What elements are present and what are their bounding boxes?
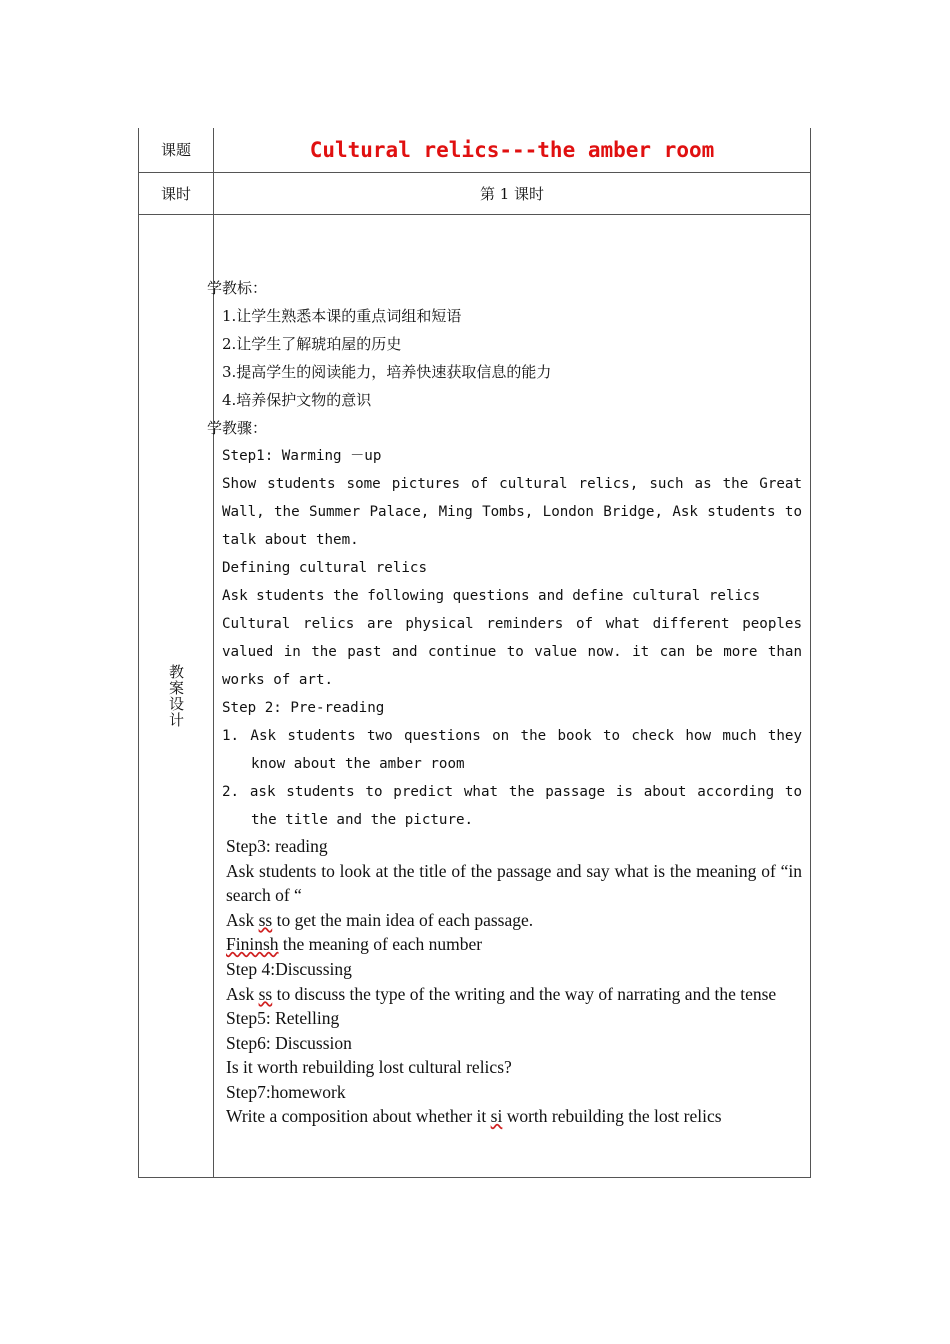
step1-body: Show students some pictures of cultural relics, such as the Great Wall, the Summer Palace, Ming Tombs, London Bridge, Ask students to talk about them. (222, 475, 802, 548)
step3-line: Ask ss to get the main idea of each passage. (226, 909, 534, 930)
goals-heading: 学教标： (207, 278, 268, 297)
steps-heading: 学教骤： (207, 418, 268, 437)
step7-title: Step7:homework (226, 1081, 346, 1102)
title-row (139, 128, 811, 172)
spelling-mark: ss (258, 909, 273, 930)
step4-title: Step 4:Discussing (226, 958, 352, 979)
step7-line: Write a composition about whether it si worth rebuilding the lost relics (226, 1106, 722, 1127)
lesson-plan-table (138, 128, 811, 1178)
step2-title: Step 2: Pre-reading (222, 699, 385, 716)
spelling-mark: ss (258, 983, 273, 1004)
step3-title: Step3: reading (226, 835, 328, 856)
design-row (139, 214, 811, 1177)
goal-item: 1.让学生熟悉本课的重点词组和短语 (222, 306, 462, 325)
goal-item: 3.提高学生的阅读能力，培养快速获取信息的能力 (222, 362, 552, 381)
step6-title: Step6: Discussion (226, 1032, 352, 1053)
goal-item: 4.培养保护文物的意识 (222, 390, 372, 409)
step3-line: Ask students to look at the title of the passage and say what is the meaning of “in search of “ (226, 860, 802, 906)
hours-row (139, 172, 811, 214)
step1-title: Step1: Warming －up (222, 447, 382, 464)
spelling-mark: Fininsh (226, 934, 279, 955)
hours-label: 课时 (139, 172, 214, 214)
defining-body: Cultural relics are physical reminders of what different peoples valued in the past and continue to value now. it can be more than works of art. (222, 615, 802, 688)
design-label-cell (139, 214, 214, 1177)
hours-value: 第 1 课时 (214, 172, 811, 214)
step2-item: 2. ask students to predict what the passage is about according to the title and the picture. (222, 783, 802, 828)
lesson-title: Cultural relics---the amber room (214, 128, 811, 172)
step4-line: Ask ss to discuss the type of the writing and the way of narrating and the tense (226, 983, 777, 1004)
step6-question: Is it worth rebuilding lost cultural relics? (226, 1057, 512, 1078)
defining-question: Ask students the following questions and define cultural relics (222, 587, 761, 604)
defining-title: Defining cultural relics (222, 559, 427, 576)
step2-item: 1. Ask students two questions on the book to check how much they know about the amber room (222, 727, 802, 772)
step5-title: Step5: Retelling (226, 1008, 340, 1029)
step3-line: Fininsh the meaning of each number (226, 934, 483, 955)
title-label: 课题 (139, 128, 214, 172)
goal-item: 2.让学生了解琥珀屋的历史 (222, 334, 402, 353)
design-label: 教案设计 (167, 663, 185, 728)
design-content (207, 214, 811, 1177)
spelling-mark: si (490, 1106, 503, 1127)
